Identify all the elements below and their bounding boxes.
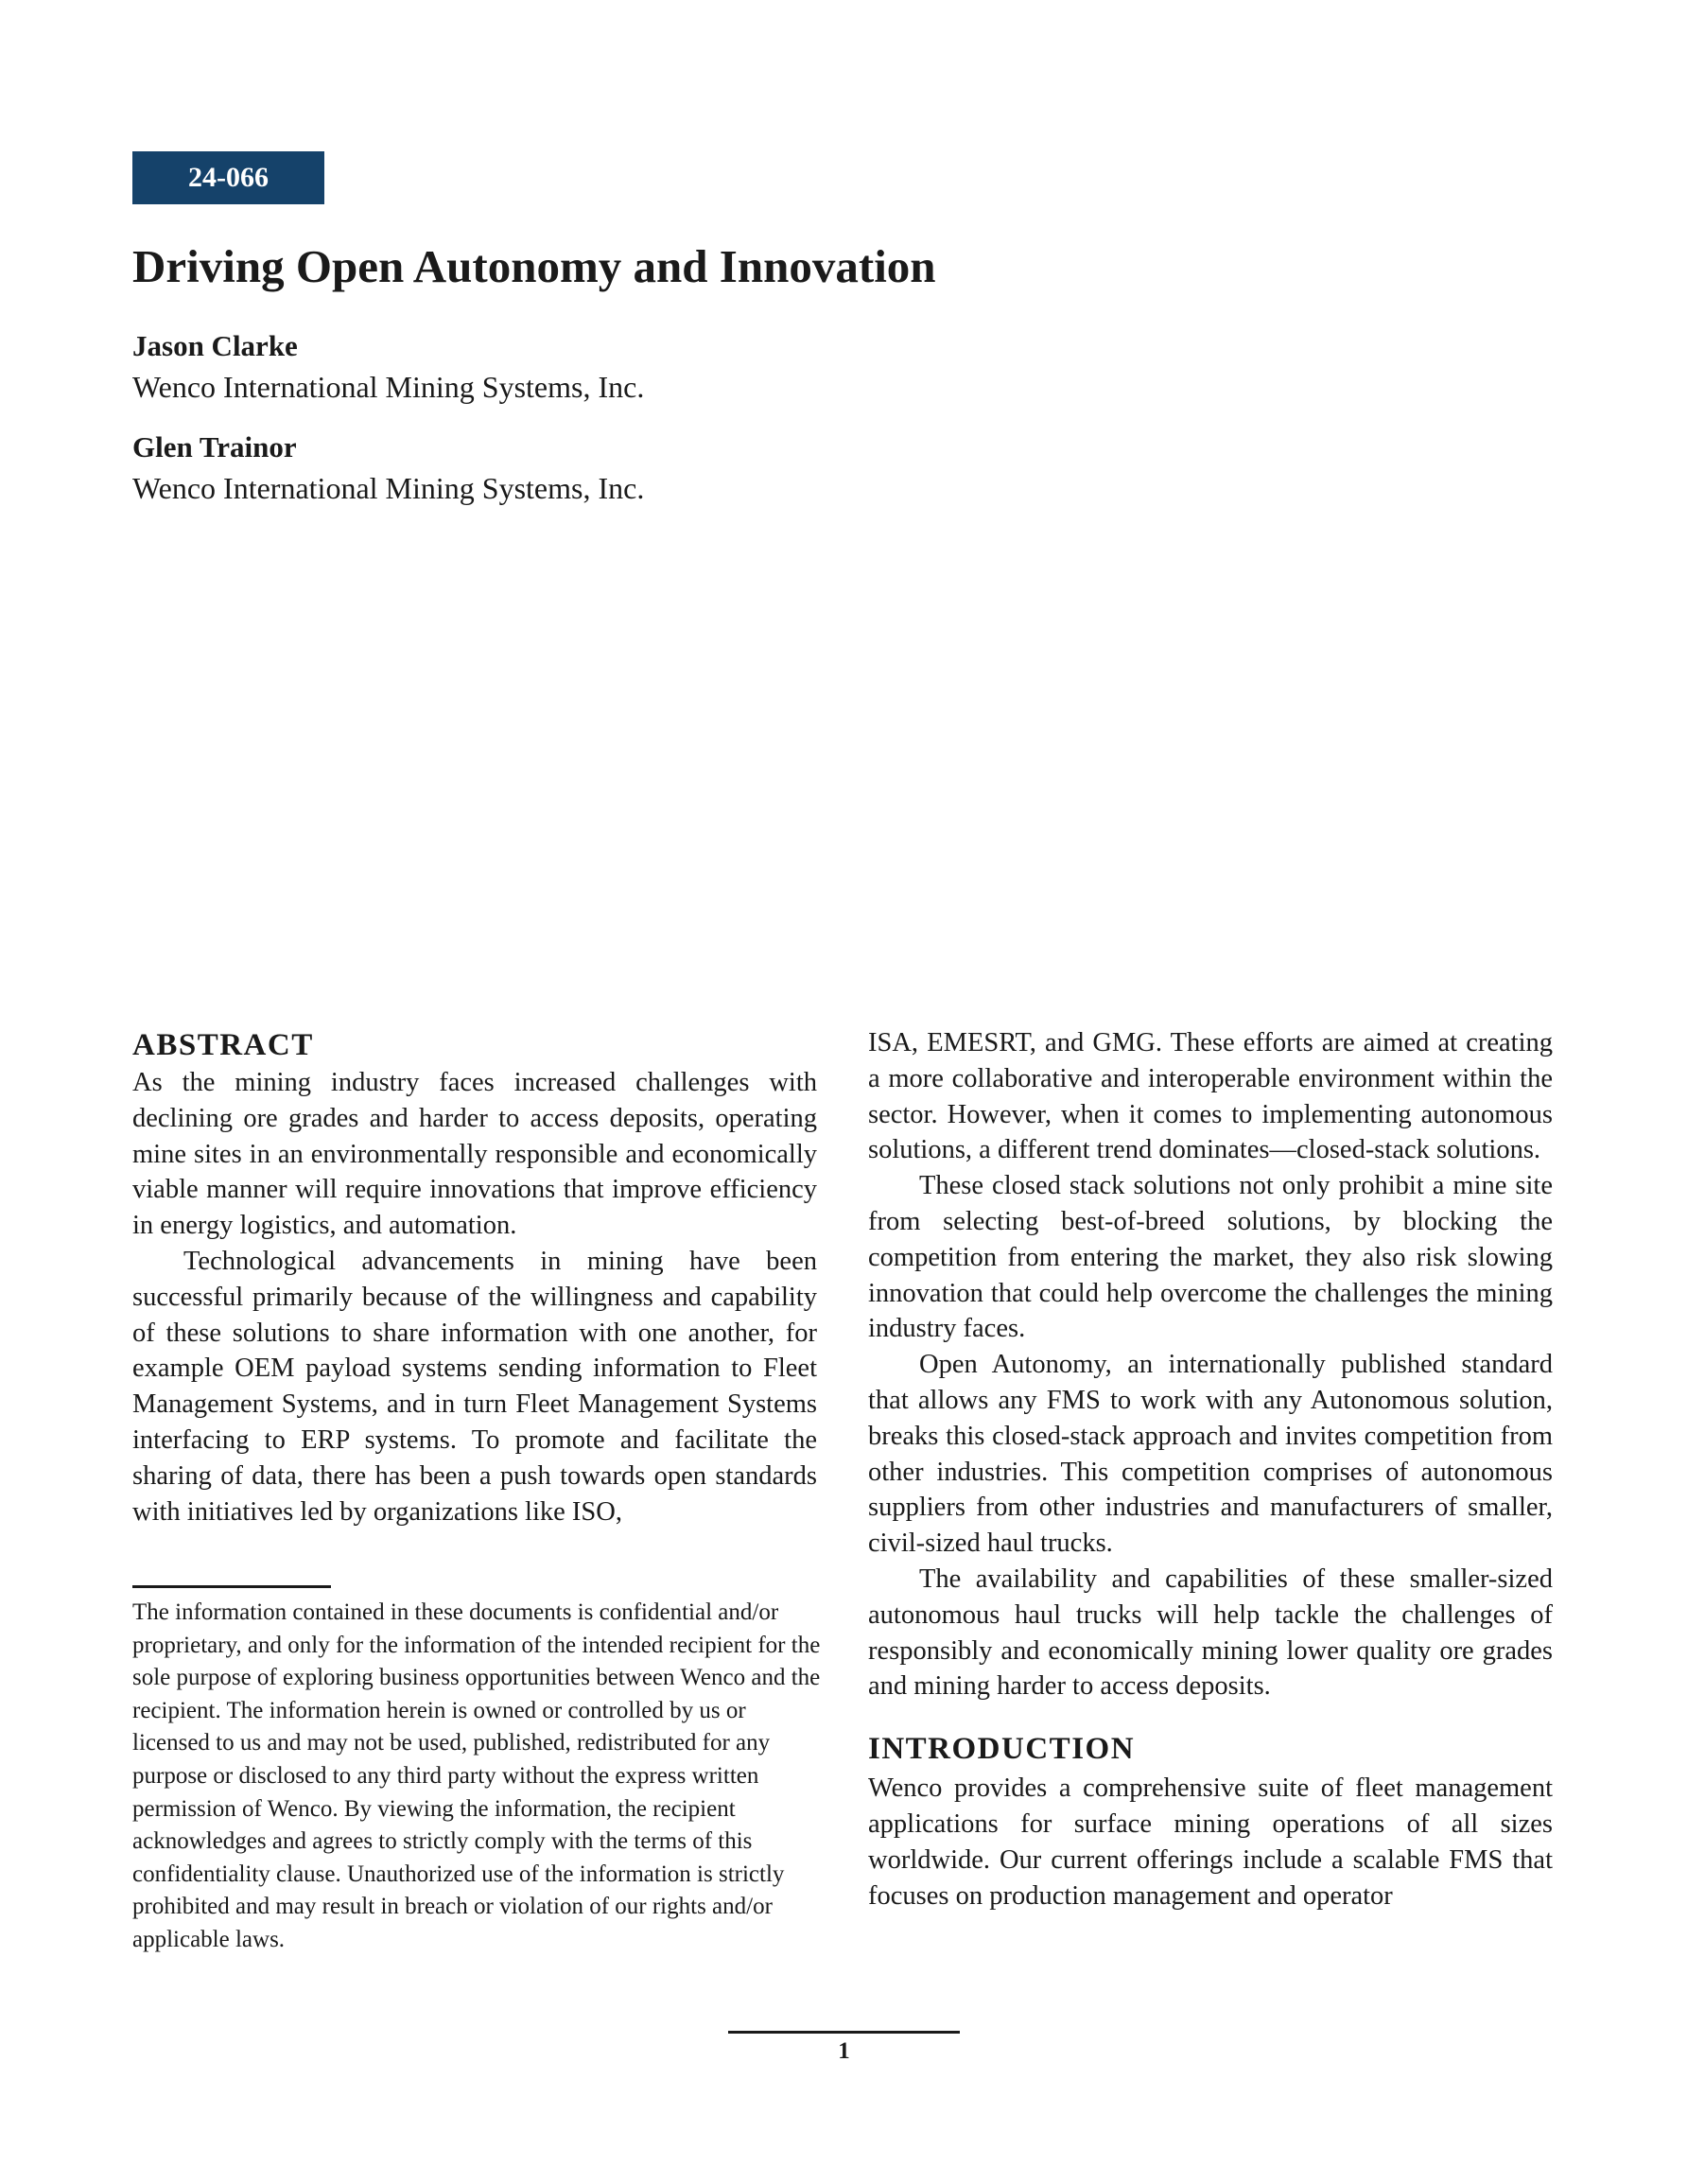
author-block [132,327,983,407]
abstract-paragraph: The availability and capabilities of these smaller-sized autonomous haul trucks will help tackle the challenges of responsibly and economically mining lower quality ore grades and mining harder to access deposits. [868,1564,1553,1702]
abstract-paragraph: These closed stack solutions not only prohibit a mine site from selecting best-of-breed solutions, by blocking the competition from entering the market, they also risk slowing innovation that could help overcome the challenges the mining industry faces. [868,1171,1553,1344]
left-column [132,1025,817,1529]
right-column [868,1025,1553,1913]
paper-id-badge: 24-066 [132,151,324,204]
author-affiliation: Wenco International Mining Systems, Inc. [132,471,645,505]
author-name: Glen Trainor [132,430,297,463]
abstract-paragraph: Open Autonomy, an internationally published standard that allows any FMS to work with any Autonomous solution, breaks this closed-stack approach and invites competition from other industries. This competition comprises of autonomous suppliers from other industries and manufacturers of smaller, civil-sized haul trucks. [868,1350,1553,1559]
abstract-paragraph: As the mining industry faces increased challenges with declining ore grades and harder to access deposits, operating mine sites in an environmentally responsible and economically viable manner will require innovations that improve efficiency in energy logistics, and automation. [132,1068,817,1241]
abstract-heading: ABSTRACT [132,1028,314,1062]
introduction-heading: INTRODUCTION [868,1732,1136,1767]
abstract-paragraph-continued: ISA, EMESRT, and GMG. These efforts are aimed at creating a more collaborative and interoperable environment within the sector. However, when it comes to implementing autonomous solutions, a different trend dominates—closed-stack solutions. [868,1028,1553,1165]
abstract-paragraph: Technological advancements in mining have been successful primarily because of the willingness and capability of these solutions to share information with one another, for example OEM payload systems sending information to Fleet Management Systems, and in turn Fleet Management Systems interfacing to ERP systems. To promote and facilitate the sharing of data, there has been a push towards open standards with initiatives led by organizations like ISO, [132,1246,817,1527]
author-name: Jason Clarke [132,329,298,362]
footnote-divider [132,1585,331,1588]
paper-title: Driving Open Autonomy and Innovation [132,240,936,292]
page-number: 1 [838,2038,850,2064]
confidentiality-footnote: The information contained in these documents is confidential and/or proprietary, and only for the information of the intended recipient for the sole purpose of exploring business opportunities between Wenco and the recipient. The information herein is owned or controlled by us or licensed to us and may not be used, published, redistributed for any purpose or disclosed to any third party without the express written permission of Wenco. By viewing the information, the recipient acknowledges and agrees to strictly comply with the terms of this confidentiality clause. Unauthorized use of the information is strictly prohibited and may result in breach or violation of our rights and/or applicable laws. [132,1599,821,1952]
author-block [132,428,983,508]
introduction-paragraph: Wenco provides a comprehensive suite of fleet management applications for surface mining operations of all sizes worldwide. Our current offerings include a scalable FMS that focuses on production management and operator [868,1773,1553,1911]
page-number-divider [728,2031,960,2034]
author-affiliation: Wenco International Mining Systems, Inc. [132,370,645,404]
